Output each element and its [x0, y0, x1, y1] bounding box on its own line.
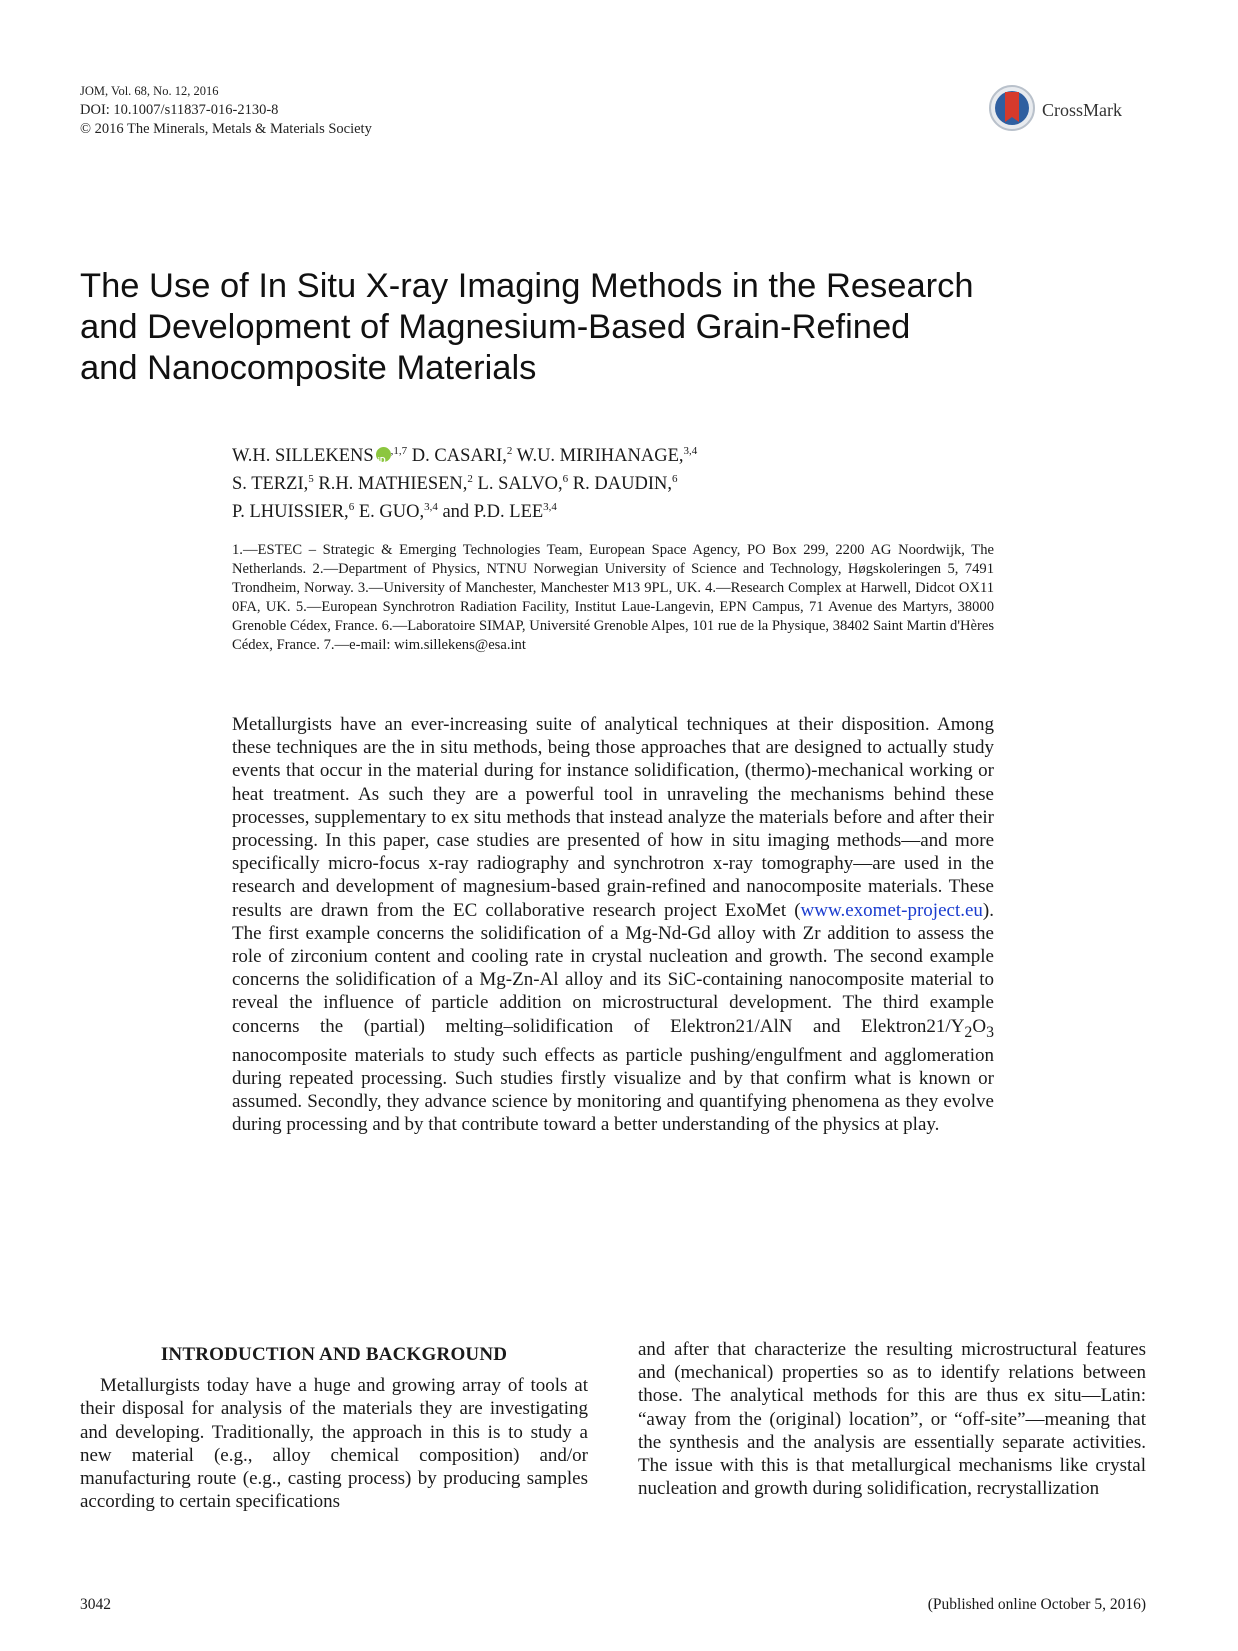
author-affil: 6	[348, 501, 355, 514]
author: E. GUO,	[354, 502, 425, 523]
author: D. CASARI,	[407, 446, 507, 467]
abstract-text: ). The first example concerns the solidification of a Mg-Nd-Gd alloy with Zr addition to assess the role of zirconium content and cooling rate in crystal nucleation and growth. The second example concerns the solidification of a Mg-Zn-Al alloy and its SiC-containing nanocomposite material to reveal the influence of particle addition on microstructural development. The third example concerns the (partial) melting–solidification of Elektron21/AlN and Elektron21/Y	[232, 899, 994, 1037]
abstract-text: Metallurgists have an ever-increasing suite of analytical techniques at their disposition. Among these techniques are the in situ methods, being those approaches that are designed to actually study events that occur in the material during for instance solidification, (thermo)-mechanical working or heat treatment. As such they are a powerful tool in unraveling the mechanisms behind these processes, supplementary to ex situ methods that instead analyze the materials before and after their processing. In this paper, case studies are presented of how in situ imaging methods—and more specifically micro-focus x-ray radiography and synchrotron x-ray tomography—are used in the research and development of magnesium-based grain-refined and nanocomposite materials. These results are drawn from the EC collaborative research project ExoMet (	[232, 714, 994, 921]
paragraph: Metallurgists today have a huge and growing array of tools at their disposal for analysis of the materials they are investigating and developing. Traditionally, the approach in this is to study a new material (e.g., alloy chemical composition) and/or manufacturing route (e.g., casting process) by producing samples according to certain specifications	[80, 1375, 588, 1513]
author-affil: 2	[467, 473, 473, 486]
title-line-2: and Development of Magnesium-Based Grain-Refined	[80, 308, 911, 346]
crossmark-icon	[988, 84, 1036, 137]
doi: DOI: 10.1007/s11837-016-2130-8	[80, 102, 279, 118]
orcid-icon[interactable]	[376, 447, 391, 462]
section-heading: INTRODUCTION AND BACKGROUND	[160, 1344, 508, 1365]
abstract	[232, 713, 994, 1136]
title-line-1: The Use of In Situ X-ray Imaging Methods in the Research	[80, 267, 974, 305]
author-affil: 3,4	[683, 445, 698, 457]
author-affil: 5	[308, 473, 314, 486]
crossmark-badge[interactable]	[988, 84, 1122, 137]
crossmark-label: CrossMark	[1042, 100, 1122, 120]
author-affil: 3,4	[424, 501, 438, 514]
author: P. LHUISSIER,	[232, 502, 349, 523]
author: S. TERZI,	[232, 474, 309, 495]
author-affil: 2	[506, 445, 513, 457]
author-affil: 6	[671, 473, 678, 486]
subscript: 2	[964, 1023, 973, 1041]
paragraph: and after that characterize the resulting microstructural features and (mechanical) properties so as to identify relations between those. The analytical methods for this are thus ex situ—Latin: “away from the (original) location”, or “off-site”—meaning that the synthesis and the analysis are essentially separate activities. The issue with this is that metallurgical mechanisms like crystal nucleation and growth during solidification, recrystallization	[638, 1339, 1146, 1500]
article-title	[80, 266, 1160, 389]
author-affil: 6	[562, 473, 569, 486]
author: W.U. MIRIHANAGE,	[512, 446, 684, 467]
affiliations: 1.—ESTEC – Strategic & Emerging Technologies Team, European Space Agency, PO Box 299, 2200 AG Noordwijk, The Netherlands. 2.—Department of Physics, NTNU Norwegian University of Science and Technology, Høgskoleringen 5, 7491 Trondheim, Norway. 3.—University of Manchester, Manchester M13 9PL, UK. 4.—Research Complex at Harwell, Didcot OX11 0FA, UK. 5.—European Synchrotron Radiation Facility, Institut Laue-Langevin, EPN Campus, 71 Avenue des Martyrs, 38000 Grenoble Cédex, France. 6.—Laboratoire SIMAP, Université Grenoble Alpes, 101 rue de la Physique, 38402 Saint Martin d'Hères Cédex, France. 7.—e-mail: wim.sillekens@esa.int	[232, 542, 994, 653]
copyright: © 2016 The Minerals, Metals & Materials Society	[80, 121, 372, 137]
body-column-left	[80, 1343, 588, 1513]
author: and P.D. LEE	[437, 502, 544, 523]
author: L. SALVO,	[472, 474, 563, 495]
project-link[interactable]: www.exomet-project.eu	[800, 899, 983, 921]
published-date: (Published online October 5, 2016)	[927, 1596, 1146, 1613]
abstract-text: O	[972, 1015, 987, 1037]
abstract-text: nanocomposite materials to study such effects as particle pushing/engulfment and agglomeration during repeated processing. Such studies firstly visualize and by that confirm what is known or assumed. Secondly, they advance science by monitoring and quantifying phenomena as they evolve during processing and by that contribute toward a better understanding of the physics at play.	[232, 1044, 994, 1136]
author-affil: ,1,7	[390, 445, 408, 457]
author: R.H. MATHIESEN,	[313, 474, 468, 495]
author-affil: 3,4	[543, 501, 557, 514]
author: W.H. SILLEKENS	[232, 446, 374, 467]
page-number: 3042	[80, 1596, 111, 1613]
author: R. DAUDIN,	[568, 474, 672, 495]
author-list	[232, 440, 1032, 524]
journal-citation: JOM, Vol. 68, No. 12, 2016	[80, 84, 219, 98]
author-line-1	[232, 440, 1032, 468]
author-line-2	[232, 468, 1032, 496]
body-column-right	[638, 1338, 1146, 1500]
title-line-3: and Nanocomposite Materials	[80, 349, 537, 387]
subscript: 3	[986, 1023, 994, 1041]
author-line-3	[232, 496, 1032, 524]
journal-header	[80, 82, 372, 139]
